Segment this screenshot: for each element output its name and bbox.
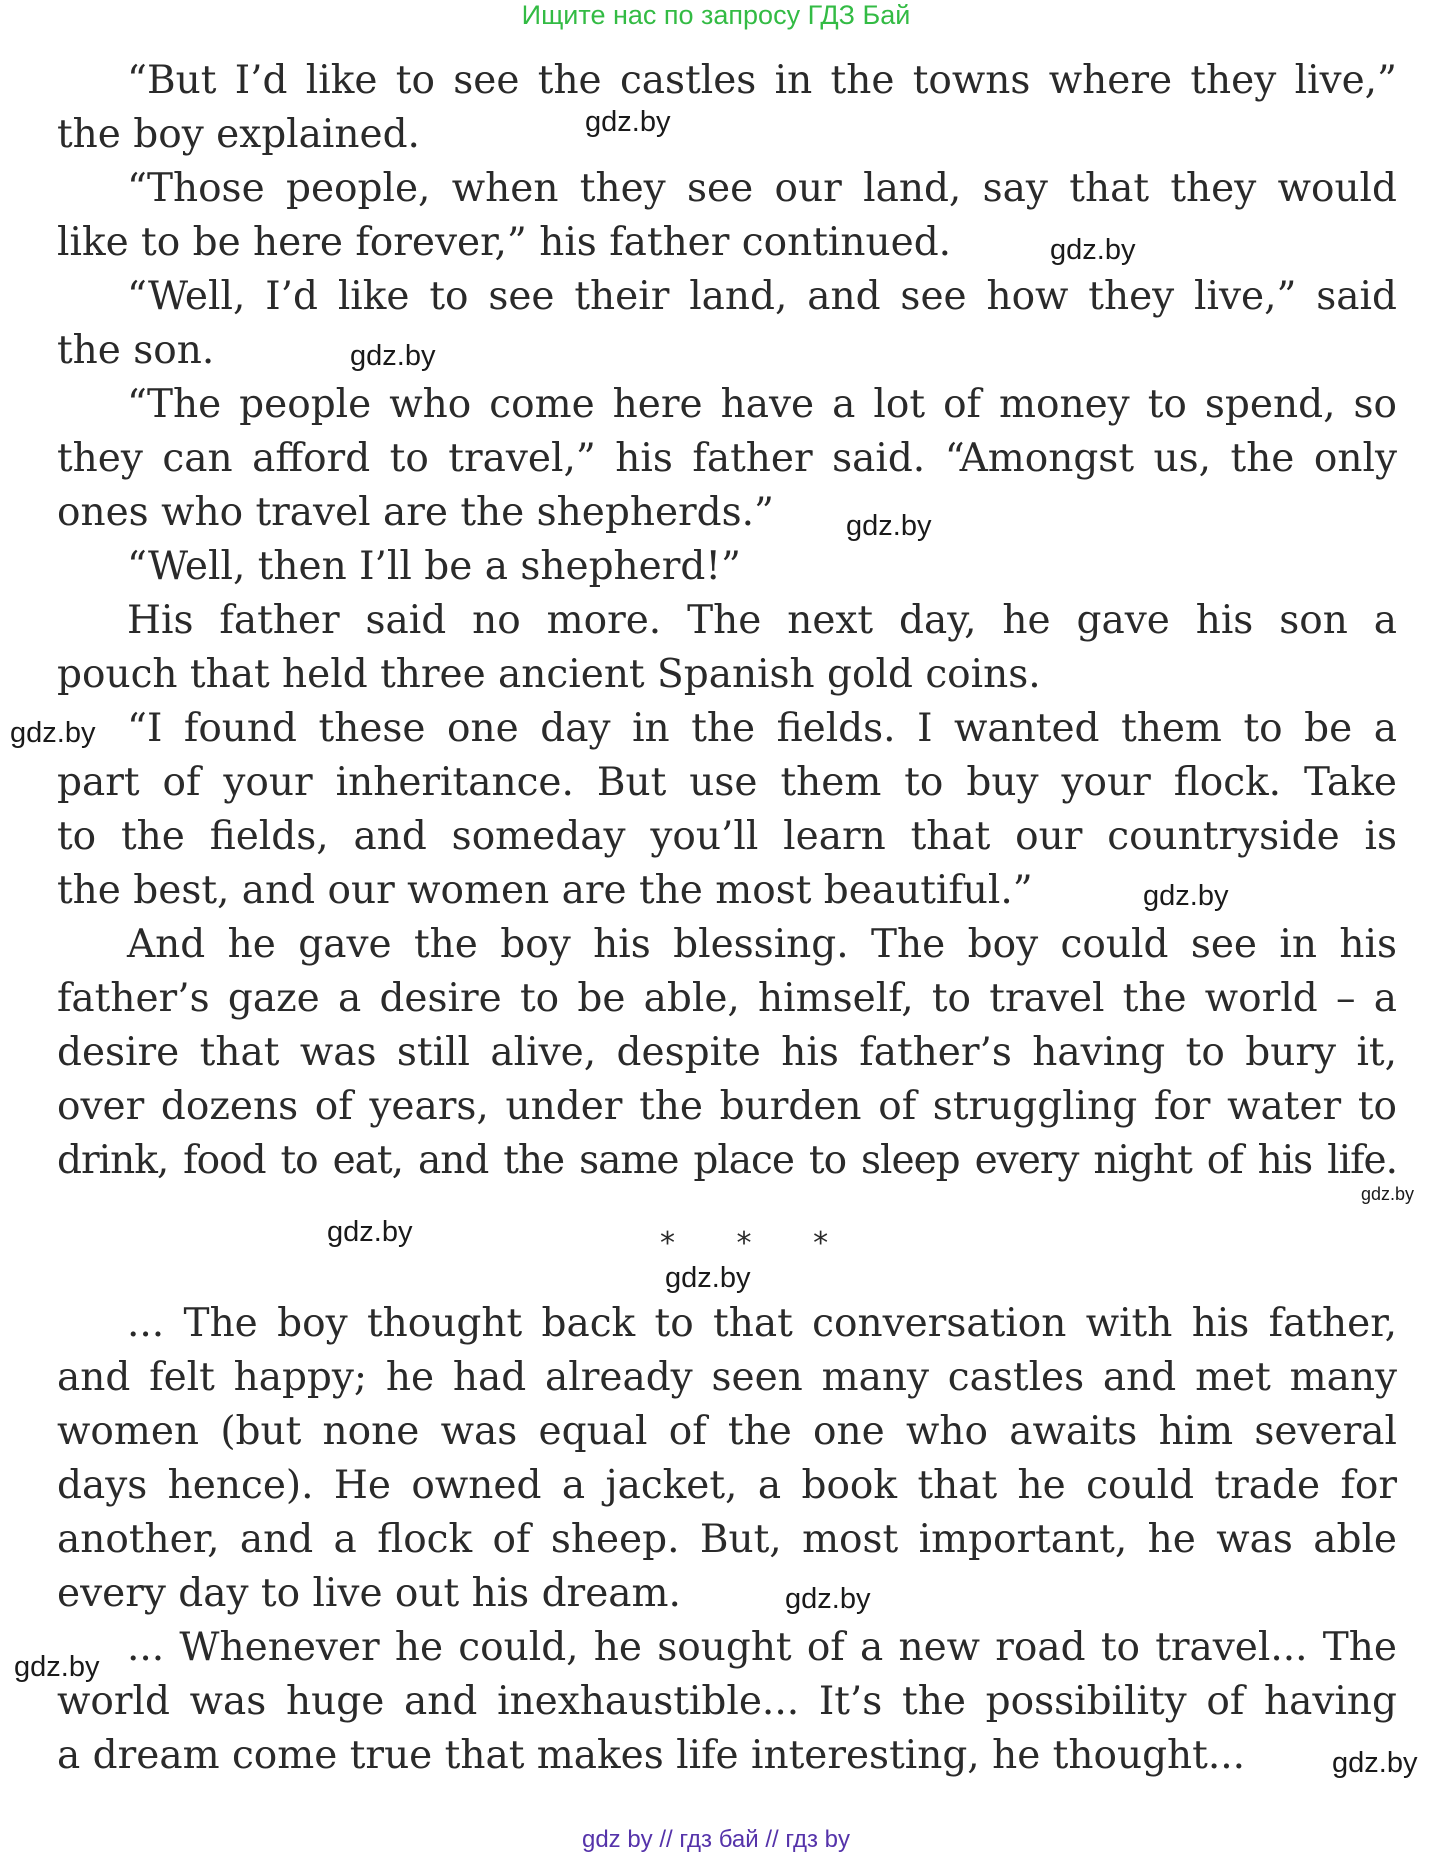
text-line: and felt happy; he had already seen many castles and met many [57,1355,1397,1400]
text-line: days hence). He owned a jacket, a book that he could trade for [57,1463,1397,1508]
text-line: And he gave the boy his blessing. The boy could see in his [127,922,1397,967]
footer-links: gdz by // гдз бай // гдз by [581,1826,851,1853]
text-line: like to be here forever,” his father continued. [57,220,952,265]
text-line: over dozens of years, under the burden of struggling for water to [57,1084,1397,1129]
text-line: the boy explained. [57,112,420,157]
text-line: His father said no more. The next day, he gave his son a [127,598,1397,643]
watermark: gdz.by [846,510,932,542]
text-line: “Those people, when they see our land, say that they would [127,166,1397,211]
text-line: a dream come true that makes life interesting, he thought... [57,1733,1246,1778]
watermark: gdz.by [14,1651,100,1683]
text-line: “But I’d like to see the castles in the towns where they live,” [127,58,1397,103]
text-line: ones who travel are the shepherds.” [57,490,774,535]
text-line: part of your inheritance. But use them to buy your flock. Take [57,760,1397,805]
watermark: gdz.by [585,106,671,138]
text-line: the son. [57,328,215,373]
text-line: every day to live out his dream. [57,1571,681,1616]
watermark: gdz.by [1050,234,1136,266]
text-line: “Well, I’d like to see their land, and see how they live,” said [127,274,1397,319]
watermark: gdz.by [665,1262,751,1294]
text-line: pouch that held three ancient Spanish gold coins. [57,652,1041,697]
watermark: gdz.by [785,1583,871,1615]
text-line: they can afford to travel,” his father said. “Amongst us, the only [57,436,1397,481]
text-line: another, and a flock of sheep. But, most important, he was able [57,1517,1397,1562]
text-line: ... Whenever he could, he sought of a new road to travel... The [127,1625,1397,1670]
text-line: “Well, then I’ll be a shepherd!” [127,544,741,589]
text-line: drink, food to eat, and the same place to sleep every night of his life. [57,1138,1397,1183]
watermark: gdz.by [1143,880,1229,912]
text-line: the best, and our women are the most beautiful.” [57,868,1033,913]
section-separator: * * * [660,1226,855,1261]
text-line: desire that was still alive, despite his father’s having to bury it, [57,1030,1397,1075]
text-line: “I found these one day in the fields. I wanted them to be a [127,706,1397,751]
text-line: father’s gaze a desire to be able, himself, to travel the world – a [57,976,1397,1021]
watermark: gdz.by [1332,1747,1418,1779]
site-banner: Ищите нас по запросу ГДЗ Бай [521,0,911,30]
watermark: gdz.by [327,1216,413,1248]
watermark: gdz.by [350,340,436,372]
text-line: world was huge and inexhaustible... It’s the possibility of having [57,1679,1397,1724]
text-line: ... The boy thought back to that conversation with his father, [127,1301,1397,1346]
watermark: gdz.by [1361,1184,1415,1204]
text-line: to the fields, and someday you’ll learn that our countryside is [57,814,1397,859]
watermark: gdz.by [10,717,96,749]
text-line: women (but none was equal of the one who awaits him several [57,1409,1397,1454]
text-line: “The people who come here have a lot of money to spend, so [127,382,1397,427]
